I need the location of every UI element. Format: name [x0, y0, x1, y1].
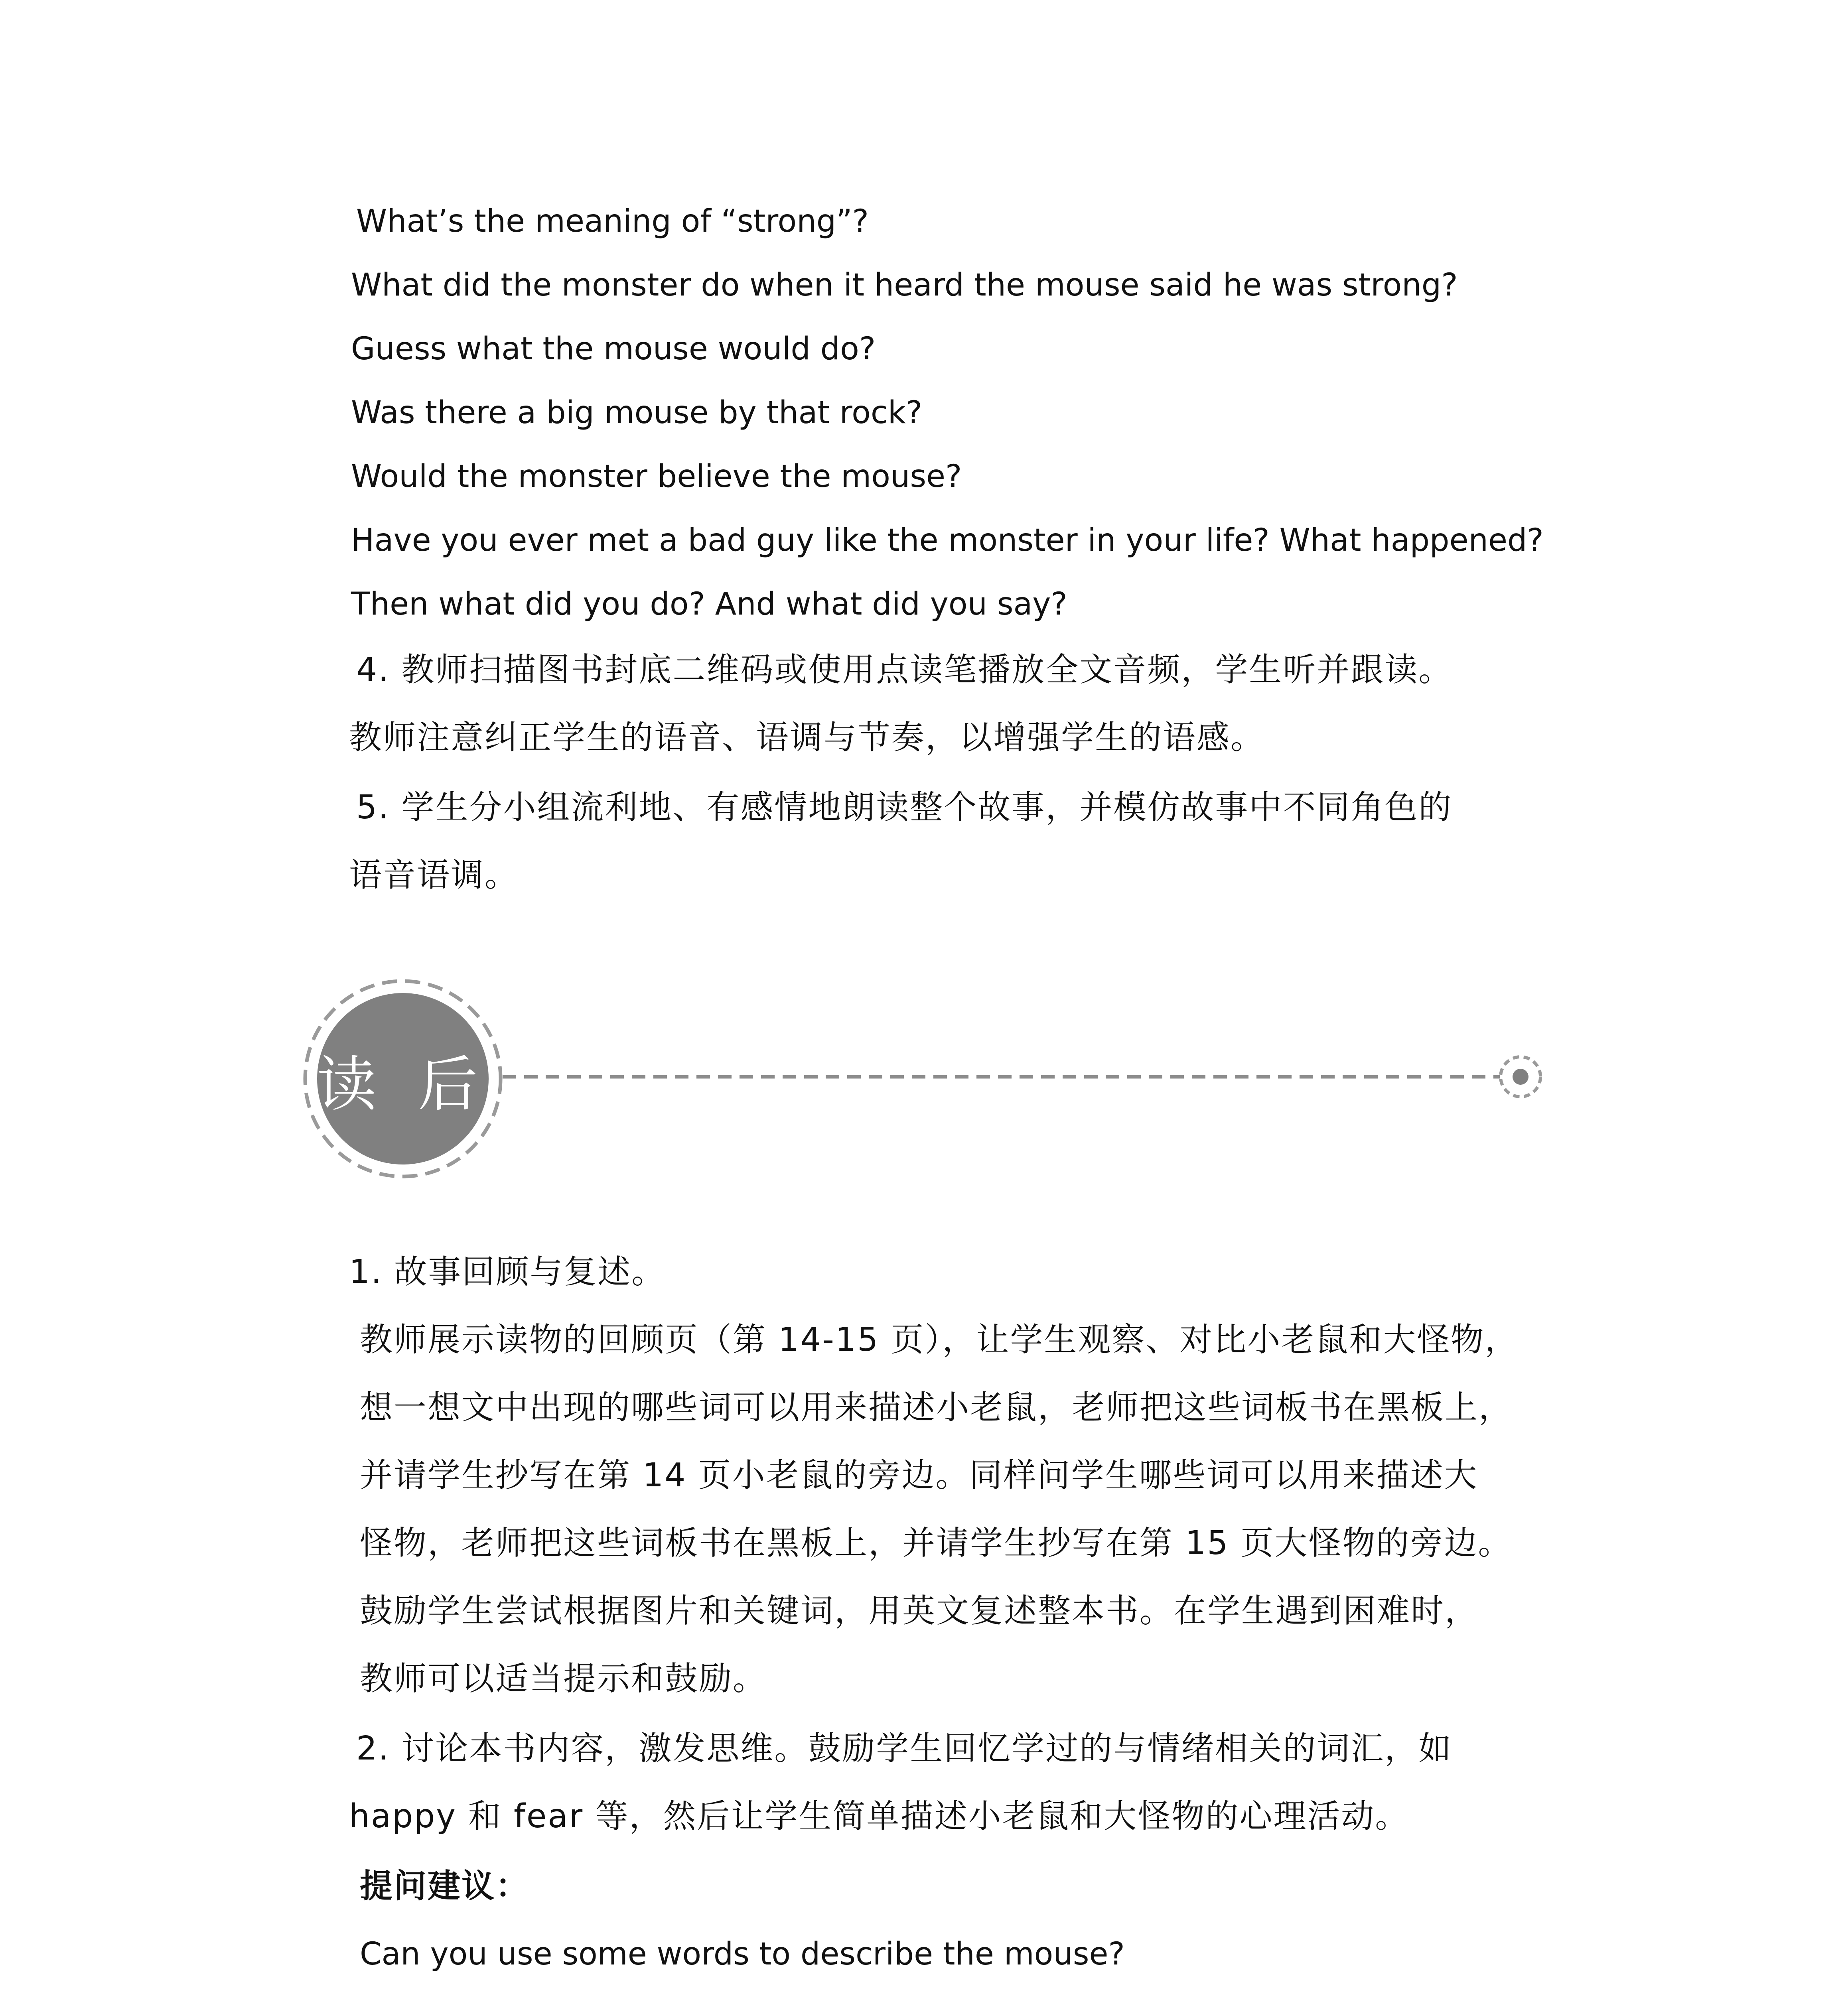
step-1-line: 鼓励学生尝试根据图片和关键词，用英文复述整本书。在学生遇到困难时，	[360, 1592, 1479, 1630]
question-line: Would the monster believe the mouse?	[351, 459, 962, 495]
suggestion-heading: 提问建议：	[360, 1867, 530, 1905]
step-4-line-1: 4. 教师扫描图书封底二维码或使用点读笔播放全文音频，学生听并跟读。	[356, 651, 1453, 689]
question-line: Was there a big mouse by that rock?	[351, 395, 923, 431]
step-4-line-2: 教师注意纠正学生的语音、语调与节奏，以增强学生的语感。	[349, 719, 1265, 757]
step-1-line: 教师展示读物的回顾页（第 14-15 页），让学生观察、对比小老鼠和大怪物，	[360, 1321, 1519, 1359]
suggestion-question: Can you use some words to describe the mouse?	[360, 1936, 1125, 1972]
step-2-line-2: happy 和 fear 等，然后让学生简单描述小老鼠和大怪物的心理活动。	[349, 1797, 1409, 1835]
step-2-line-1: 2. 讨论本书内容，激发思维。鼓励学生回忆学过的与情绪相关的词汇，如	[356, 1730, 1453, 1767]
question-line: Guess what the mouse would do?	[351, 331, 876, 367]
step-5-line-2: 语音语调。	[349, 856, 519, 894]
end-dot	[1513, 1069, 1528, 1085]
question-line: What’s the meaning of “strong”?	[356, 203, 869, 239]
section-header-label: 读 后	[317, 1050, 489, 1119]
step-1-line: 怪物，老师把这些词板书在黑板上，并请学生抄写在第 15 页大怪物的旁边。	[360, 1524, 1512, 1562]
step-1-line: 教师可以适当提示和鼓励。	[360, 1660, 767, 1698]
step-1-title: 1. 故事回顾与复述。	[349, 1253, 666, 1291]
step-1-line: 想一想文中出现的哪些词可以用来描述小老鼠，老师把这些词板书在黑板上，	[360, 1389, 1513, 1427]
question-line: Have you ever met a bad guy like the monster in your life? What happened?	[351, 522, 1544, 558]
question-line: What did the monster do when it heard the mouse said he was strong?	[351, 267, 1458, 303]
step-1-line: 并请学生抄写在第 14 页小老鼠的旁边。同样问学生哪些词可以用来描述大	[360, 1456, 1478, 1494]
step-5-line-1: 5. 学生分小组流利地、有感情地朗读整个故事，并模仿故事中不同角色的	[356, 788, 1453, 826]
question-line: Then what did you do? And what did you say?	[351, 586, 1067, 622]
